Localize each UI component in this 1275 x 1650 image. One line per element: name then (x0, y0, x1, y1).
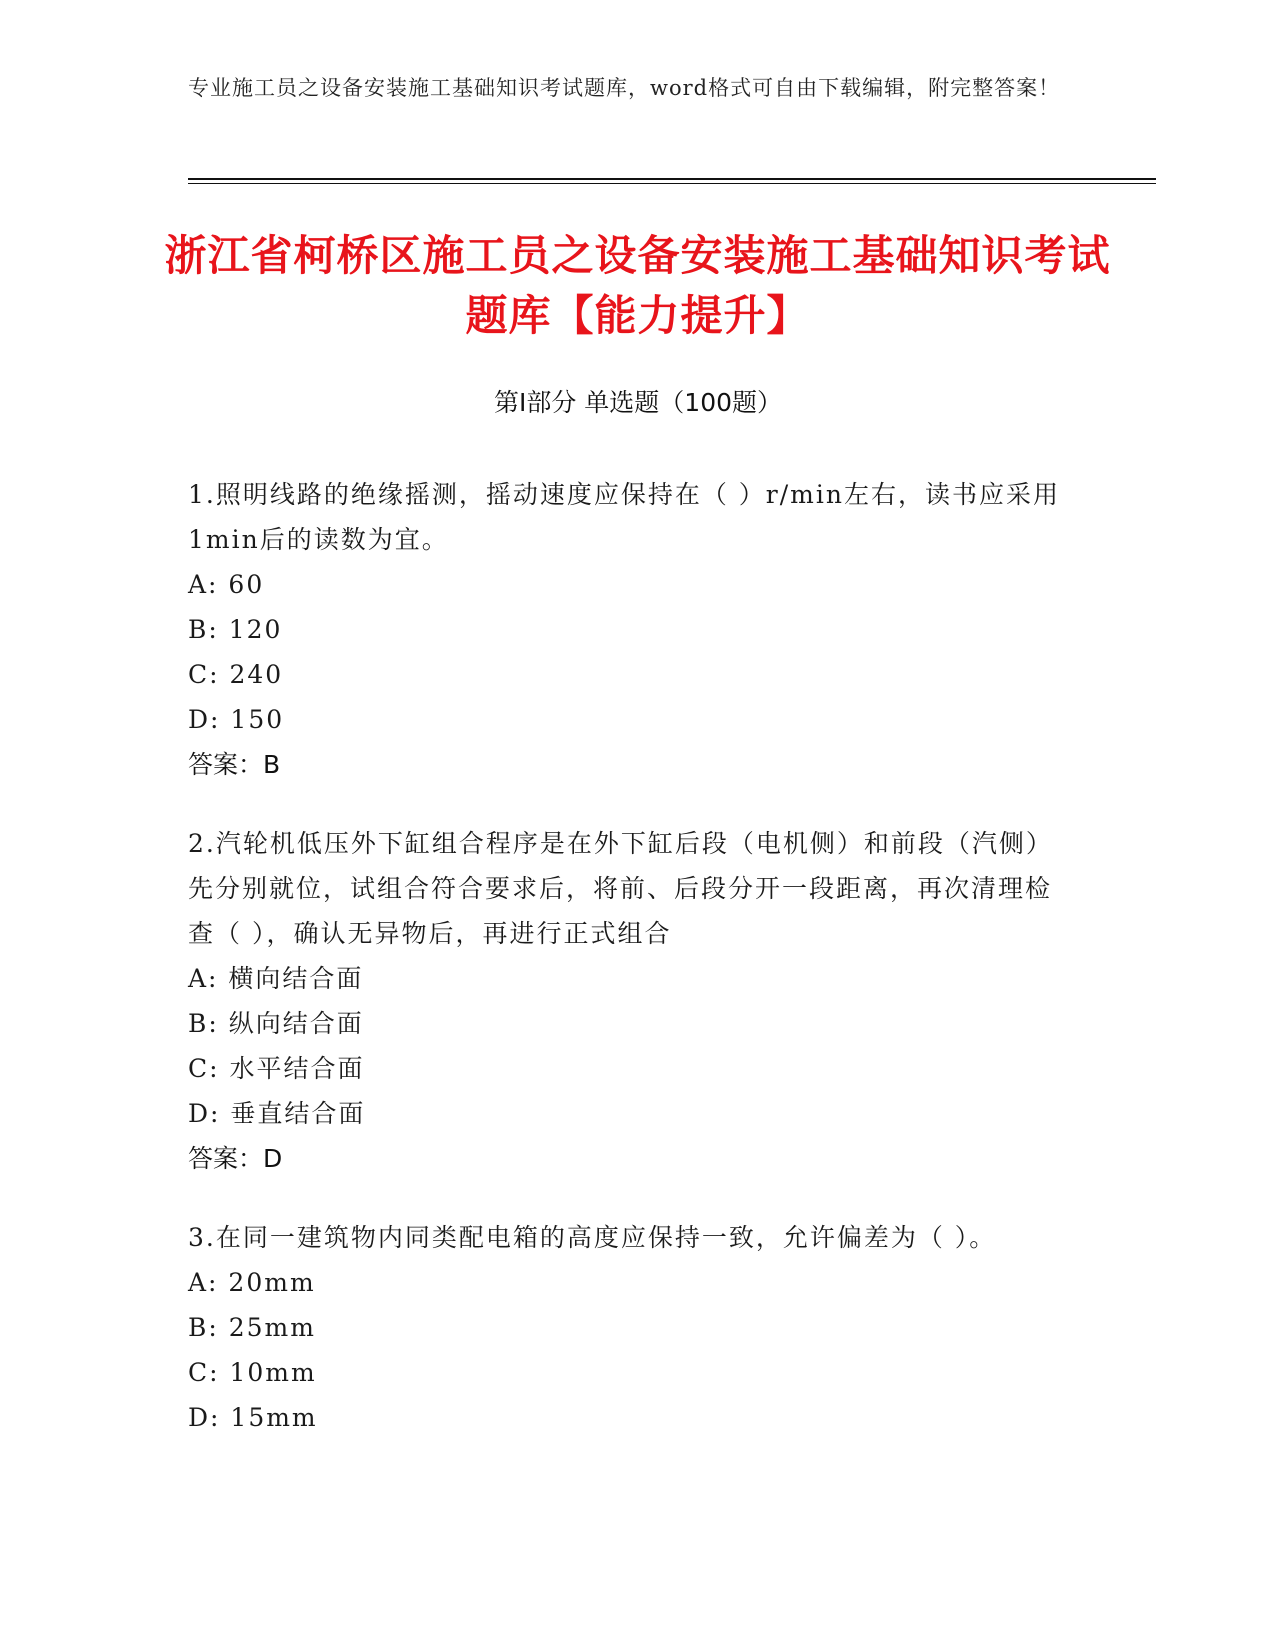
question-1 (188, 472, 1078, 787)
header-rule-thin (188, 183, 1156, 184)
option-b: B: 纵向结合面 (188, 1009, 364, 1038)
option-c: C: 10mm (188, 1358, 317, 1387)
option-d: D: 15mm (188, 1403, 318, 1432)
option-b: B: 120 (188, 615, 283, 644)
section-heading: 第Ⅰ部分 单选题（100题） (493, 388, 783, 417)
option-c: C: 水平结合面 (188, 1054, 365, 1083)
option-b: B: 25mm (188, 1313, 316, 1342)
option-d: D: 垂直结合面 (188, 1099, 366, 1128)
document-title: 浙江省柯桥区施工员之设备安装施工基础知识考试题库【能力提升】 (164, 231, 1111, 340)
question-stem: 3.在同一建筑物内同类配电箱的高度应保持一致，允许偏差为（ ）。 (188, 1223, 997, 1252)
option-d: D: 150 (188, 705, 285, 734)
option-a: A: 20mm (188, 1268, 316, 1297)
question-stem: 1.照明线路的绝缘摇测，摇动速度应保持在（ ）r/min左右，读书应采用1min后的读数为宜。 (188, 480, 1060, 554)
option-a: A: 横向结合面 (188, 964, 364, 993)
option-c: C: 240 (188, 660, 284, 689)
question-list (188, 472, 1078, 1474)
answer: 答案：D (188, 1144, 283, 1173)
option-a: A: 60 (188, 570, 265, 599)
header-rule-thick (188, 178, 1156, 180)
question-stem: 2.汽轮机低压外下缸组合程序是在外下缸后段（电机侧）和前段（汽侧）先分别就位，试组合符合要求后，将前、后段分开一段距离，再次清理检查（ ），确认无异物后，再进行正式组合 (188, 829, 1053, 948)
question-3 (188, 1215, 1078, 1440)
question-2 (188, 821, 1078, 1181)
answer: 答案：B (188, 750, 281, 779)
header-note: 专业施工员之设备安装施工基础知识考试题库，word格式可自由下载编辑，附完整答案！ (188, 76, 1061, 100)
